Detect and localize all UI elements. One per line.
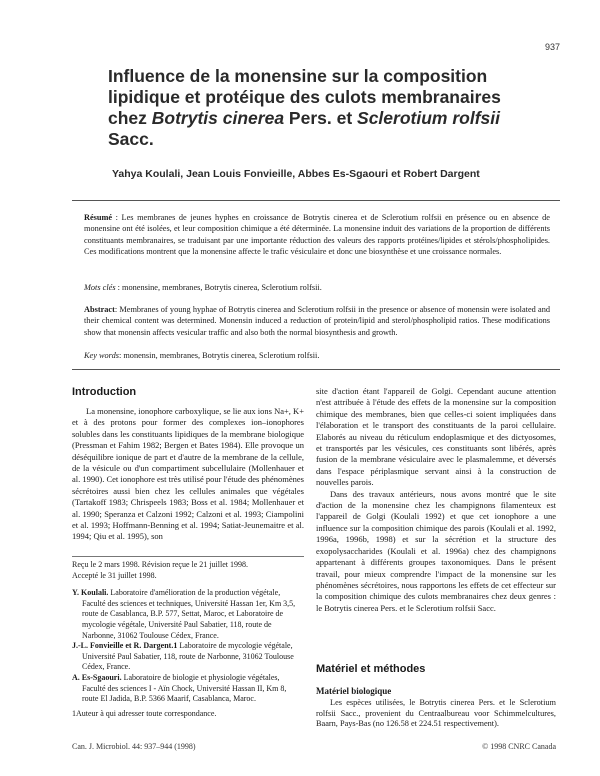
title-line-3 [108,108,548,129]
abstract-text: : Membranes of young hyphae of Botrytis cinerea and Sclerotium rolfsii in the presence or absence of monensin were isolated and their chemical content was determined. Monensin induced a reduction of protein/lipid and sterol/phospholipid ratios. These modifications show that monensin affects vesicular traffic and also both the normal biosynthesis and growth. [84,305,550,337]
abstract-bottom-rule [72,369,560,370]
footnote: 1Auteur à qui adresser toute correspondance. [72,708,217,718]
article-notes [72,556,304,719]
introduction-paragraph: La monensine, ionophore carboxylique, se lie aux ions Na+, K+ et à des protons pour former des complexes ion–ionophores solubles dans les constituants lipidiques de la membrane biologique (Pressman et Fahim 1982; Bergen et Bates 1984). Elle provoque un déséquilibre ionique de part et d'autre de la membrane de la cellule, de la vésicule ou d'un compartiment subcellulaire (Mollenhauer et al. 1990). Cet ionophore est très utilisé pour l'étude des phénomènes sécrétoires aussi bien chez les cellules animales que végétales (Tartakoff 1983; Chrispeels 1983; Boss et al. 1984; Mollenhauer et al. 1990; Speranza et Calzoni 1992; Calzoni et al. 1993; Ciampolini et al. 1993; Hoffmann-Benning et al. 1994; Satiat-Jeunemaitre et al. 1994; Qiu et al. 1995), son [72,406,304,542]
affiliations [72,588,304,705]
right-paragraph-2: Dans des travaux antérieurs, nous avons montré que le site d'action de la monensine chez les champignons filamenteux est l'appareil de Golgi (Koulali 1992) et que cet ionophore a une influence sur la composition chimique des parois (Koulali et al. 1992, 1996a, 1996b, 1998) et sur la sécrétion et la structure des exopolysaccharides (Koulali et al. 1996a) chez des champignons appartenant à différents groupes taxonomiques. Dans le présent travail, pour mieux comprendre l'impact de la monensine sur les phénomènes sécrétoires, nous rapportons les effets de cet effecteur sur la composition chimique des culots membranaires chez deux genres : le Botrytis cinerea Pers. et le Sclerotium rolfsii Sacc. [316,488,556,613]
affiliation-text: Laboratoire de mycologie végétale, Université Paul Sabatier, 118, route de Narbonne, 31062 Toulouse Cédex, France. [82,641,294,672]
accepted-date: Accepté le 31 juillet 1998. [72,570,157,580]
key-words-text: : monensin, membranes, Botrytis cinerea, Sclerotium rolfsii. [118,351,320,360]
resume [84,212,550,257]
affiliation-name: A. Es-Sgaouri. [72,672,122,682]
title-line-2: lipidique et protéique des culots membranaires [108,87,501,107]
mots-cles-text: : monensine, membranes, Botrytis cinerea, Sclerotium rolfsii. [115,283,322,292]
materials-paragraph: Les espèces utilisées, le Botrytis cinerea Pers. et le Sclerotium rolfsii Sacc., provenient du Centraalbureau voor Schimmelcultures, Baarn, Pays-Bas (no 126.58 et 224.51 respectivement). [316,698,556,729]
title-line-3-pre: chez [108,108,152,128]
affiliation-text: Laboratoire d'amélioration de la production végétale, Faculté des sciences et techniques, Université Hassan 1er, Km 3,5, route de Casablanca, B.P. 577, Settat, Maroc, et Laboratoire de mycologie végétale, Université Paul Sabatier, 118, route de Narbonne, 31062 Toulouse Cédex, France. [82,588,296,640]
materials-subheading: Matériel biologique [316,686,392,696]
received-date: Reçu le 2 mars 1998. Révision reçue le 21 juillet 1998. [72,560,248,569]
introduction-text [72,406,304,543]
dates [72,557,304,581]
affiliation-es-sgaouri [72,673,304,705]
affiliation-fonvieille-dargent [72,641,304,673]
title-species-2: Sclerotium rolfsii [357,108,500,128]
title-species-1: Botrytis cinerea [151,108,285,128]
methods-heading: Matériel et méthodes [316,663,426,675]
abstract [84,304,550,338]
right-paragraph-1: site d'action étant l'appareil de Golgi. Cependant aucune attention n'est attribuée à l'étude des effets de la monensine sur la composition chimique des membranes, bien que celles-ci soient impliquées dans l'élaboration et le transport des constituants de la paroi cellulaire. Elaborés au niveau du réticulum endoplasmique et des dictyosomes, et transportés par les vésicules, ces constituants sont libérés, après fusion de la membrane vésiculaire avec le plasmalemme, et déversés dans l'espace périplasmique servant ainsi à la construction de nouvelles parois. [316,386,556,488]
right-column [316,386,556,614]
affiliation-name: J.-L. Fonvieille et R. Dargent.1 [72,641,178,651]
mots-cles [84,282,550,293]
title-line-4: Sacc. [108,129,154,149]
resume-label: Résumé [84,213,113,222]
page-number: 937 [544,42,560,52]
article-title [108,66,548,150]
top-rule [72,200,560,201]
abstract-label: Abstract [84,305,115,314]
copyright: © 1998 CNRC Canada [482,742,556,751]
resume-text: : Les membranes de jeunes hyphes en croissance de Botrytis cinerea et de Sclerotium rolfsii en présence ou en absence de monensine ont été isolées, et leur composition chimique a été déterminée. La monensine induit des variations de la proportion de différents constituants membranaires, se traduisant par une importante réduction des valeurs des rapports protéines/lipides et stérols/phospholipides. Ces modifications montrent que la monensine affecte le trafic vésiculaire et donc une biosynthèse et une croissance normales. [84,213,550,256]
title-line-3-mid: Pers. et [284,108,358,128]
key-words [84,350,550,361]
introduction-heading: Introduction [72,386,137,398]
affiliation-koulali [72,588,304,641]
materials-text [316,698,556,730]
journal-citation: Can. J. Microbiol. 44: 937–944 (1998) [72,742,196,751]
title-line-1: Influence de la monensine sur la composition [108,66,488,86]
affiliation-name: Y. Koulali. [72,588,109,598]
key-words-label: Key words [84,351,119,360]
mots-cles-label: Mots clés [84,283,116,292]
affiliation-text: Laboratoire de biologie et physiologie végétales, Faculté des sciences I - Aïn Chock, Université Hassan II, Km 8, route El Jadida, B.P. 5366 Maarif, Casablanca, Maroc. [82,672,287,704]
authors: Yahya Koulali, Jean Louis Fonvieille, Abbes Es-Sgaouri et Robert Dargent [112,168,480,180]
